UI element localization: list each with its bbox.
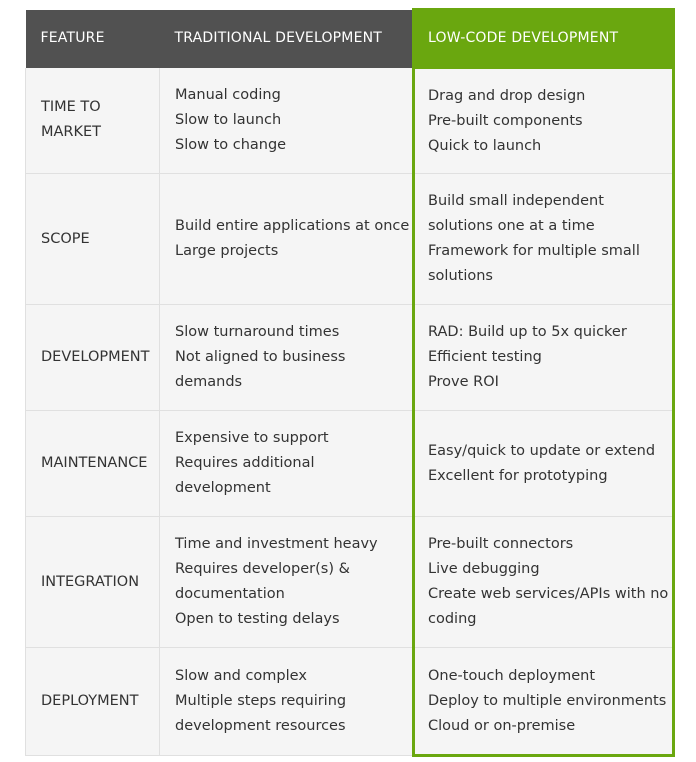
table-row [26, 68, 674, 174]
traditional-cell [160, 68, 414, 174]
cell-line: development resources [175, 718, 346, 734]
cell-line: One-touch deployment [428, 667, 596, 684]
feature-cell [26, 68, 160, 174]
cell-line: Framework for multiple small [428, 243, 640, 259]
table-row [26, 411, 674, 517]
feature-cell [26, 517, 160, 648]
cell-line: Slow and complex [175, 668, 307, 684]
cell-line: Open to testing delays [175, 611, 340, 627]
cell-line: Large projects [175, 243, 279, 259]
traditional-cell [160, 517, 414, 648]
table-row [26, 517, 674, 648]
cell-line: Multiple steps requiring [175, 693, 347, 709]
feature-label: TIME TO [41, 99, 101, 116]
feature-label: MARKET [41, 124, 102, 141]
cell-line: Slow to launch [175, 111, 282, 128]
feature-cell [26, 174, 160, 305]
feature-label: DEVELOPMENT [41, 349, 150, 365]
cell-line: Prove ROI [428, 374, 499, 390]
lowcode-cell [414, 648, 674, 756]
cell-line: Quick to launch [428, 137, 542, 154]
cell-line: Time and investment heavy [175, 536, 378, 552]
cell-line: Pre-built components [428, 112, 583, 129]
lowcode-cell [414, 517, 674, 648]
comparison-table [25, 8, 675, 757]
cell-line: development [175, 480, 271, 496]
cell-line: Deploy to multiple environments [428, 692, 667, 709]
cell-line: Manual coding [175, 86, 281, 103]
feature-label: DEPLOYMENT [41, 693, 139, 709]
cell-line: demands [175, 374, 243, 390]
feature-label: MAINTENANCE [41, 455, 148, 471]
cell-line: Slow turnaround times [175, 324, 340, 340]
feature-cell [26, 648, 160, 756]
traditional-cell [160, 305, 414, 411]
header-row [26, 10, 674, 68]
cell-line: Cloud or on-premise [428, 717, 576, 734]
cell-line: Efficient testing [428, 349, 542, 365]
cell-line: solutions one at a time [428, 218, 595, 234]
cell-line: Drag and drop design [428, 87, 586, 104]
lowcode-cell [414, 174, 674, 305]
cell-line: solutions [428, 268, 493, 284]
cell-line: Excellent for prototyping [428, 467, 608, 484]
table-row [26, 174, 674, 305]
cell-line: Not aligned to business [175, 349, 346, 365]
header-traditional: TRADITIONAL DEVELOPMENT [160, 10, 414, 68]
cell-line: coding [428, 611, 477, 627]
header-feature: FEATURE [26, 10, 160, 68]
lowcode-cell [414, 411, 674, 517]
lowcode-cell [414, 305, 674, 411]
traditional-cell [160, 411, 414, 517]
cell-line: Expensive to support [175, 430, 329, 446]
lowcode-cell [414, 68, 674, 174]
cell-line: Create web services/APIs with no [428, 586, 669, 602]
cell-line: Pre-built connectors [428, 536, 574, 552]
traditional-cell [160, 648, 414, 756]
cell-line: Live debugging [428, 561, 540, 577]
cell-line: documentation [175, 586, 285, 602]
feature-label: INTEGRATION [41, 573, 140, 590]
traditional-cell [160, 174, 414, 305]
cell-line: Build small independent [428, 193, 604, 209]
cell-line: Easy/quick to update or extend [428, 442, 656, 459]
table-row [26, 648, 674, 756]
table-row [26, 305, 674, 411]
feature-cell [26, 305, 160, 411]
cell-line: RAD: Build up to 5x quicker [428, 324, 627, 340]
cell-line: Requires additional [175, 455, 315, 471]
header-lowcode: LOW-CODE DEVELOPMENT [414, 10, 674, 68]
feature-cell [26, 411, 160, 517]
cell-line: Build entire applications at once [175, 218, 410, 234]
feature-label: SCOPE [41, 230, 90, 247]
cell-line: Slow to change [175, 136, 287, 153]
cell-line: Requires developer(s) & [175, 561, 350, 577]
